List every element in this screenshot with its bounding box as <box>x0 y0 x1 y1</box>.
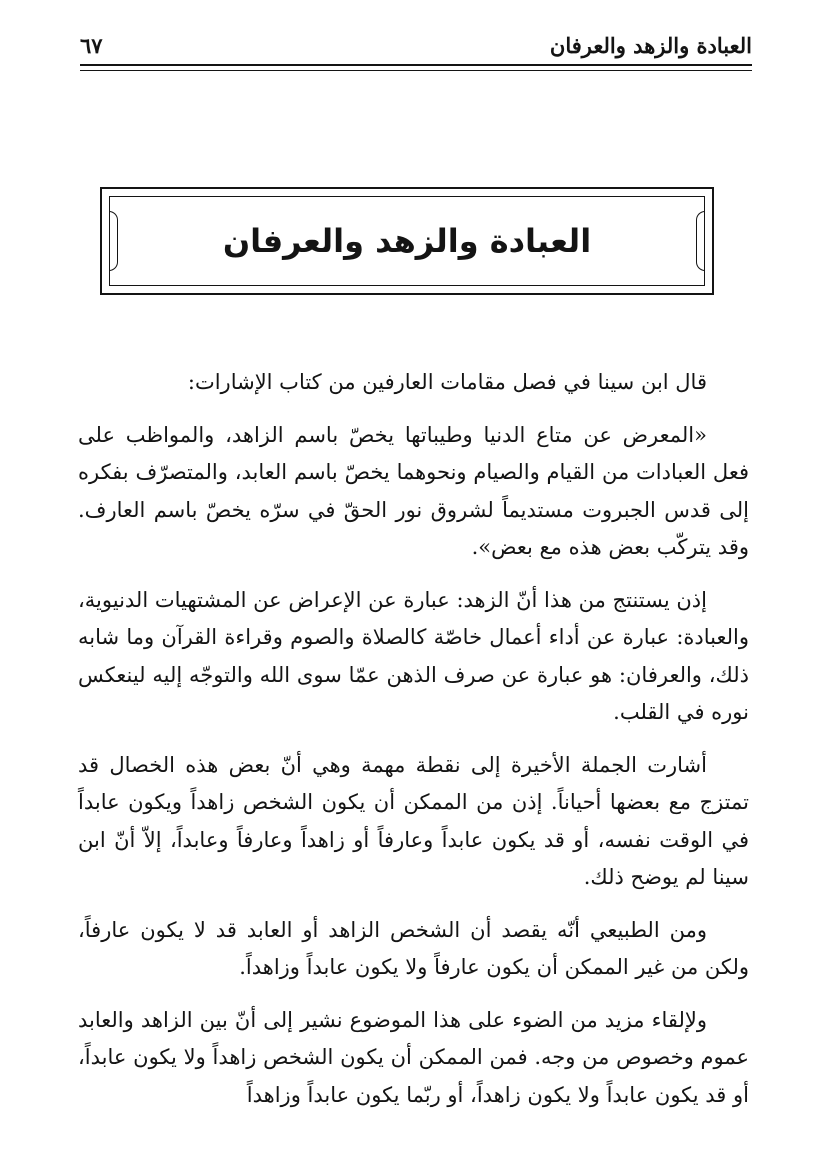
paragraph-combination: أشارت الجملة الأخيرة إلى نقطة مهمة وهي أنّ بعض هذه الخصال قد تمتزج مع بعضها أحياناً. إذن من الممكن أن يكون الشخص زاهداً ويكون عابداً في الوقت نفسه، أو قد يكون عابداً وعارفاً أو زاهداً وعارفاً وعابداً، إلاّ أنّ ابن سينا لم يوضح ذلك. <box>78 752 749 889</box>
chapter-title: العبادة والزهد والعرفان <box>222 222 592 260</box>
paragraph-nature: ومن الطبيعي أنّه يقصد أن الشخص الزاهد أو العابد قد لا يكون عارفاً، ولكن من غير الممكن أن يكون عارفاً ولا يكون عابداً وزاهداً. <box>78 917 749 979</box>
chapter-title-inner-frame <box>109 196 705 286</box>
running-header <box>80 30 752 60</box>
body-text <box>78 364 749 1129</box>
running-title: العبادة والزهد والعرفان <box>549 32 752 58</box>
header-rule-thin <box>80 70 752 71</box>
paragraph-relation: ولإلقاء مزيد من الضوء على هذا الموضوع نشير إلى أنّ بين الزاهد والعابد عموم وخصوص من وجه. فمن الممكن أن يكون الشخص زاهداً ولا يكون عابداً، أو قد يكون عابداً ولا يكون زاهداً، أو ربّما يكون عابداً وزاهداً <box>78 1007 749 1107</box>
paragraph-quote: «المعرض عن متاع الدنيا وطيباتها يخصّ باسم الزاهد، والمواظب على فعل العبادات من القيام والصيام ونحوهما يخصّ باسم العابد، والمتصرّف بفكره إلى قدس الجبروت مستديماً لشروق نور الحقّ في سرّه يخصّ باسم العارف. وقد يتركّب بعض هذه مع بعض». <box>78 422 749 559</box>
chapter-title-frame <box>100 187 714 295</box>
page-number: ٦٧ <box>80 32 103 58</box>
header-rule-thick <box>80 64 752 66</box>
paragraph-definitions: إذن يستنتج من هذا أنّ الزهد: عبارة عن الإعراض عن المشتهيات الدنيوية، والعبادة: عبارة عن أداء أعمال خاصّة كالصلاة والصوم وقراءة القرآن وما شابه ذلك، والعرفان: هو عبارة عن صرف الذهن عمّا سوى الله والتوجّه إليه لينعكس نوره في القلب. <box>78 587 749 724</box>
paragraph-intro: قال ابن سينا في فصل مقامات العارفين من كتاب الإشارات: <box>187 370 707 394</box>
